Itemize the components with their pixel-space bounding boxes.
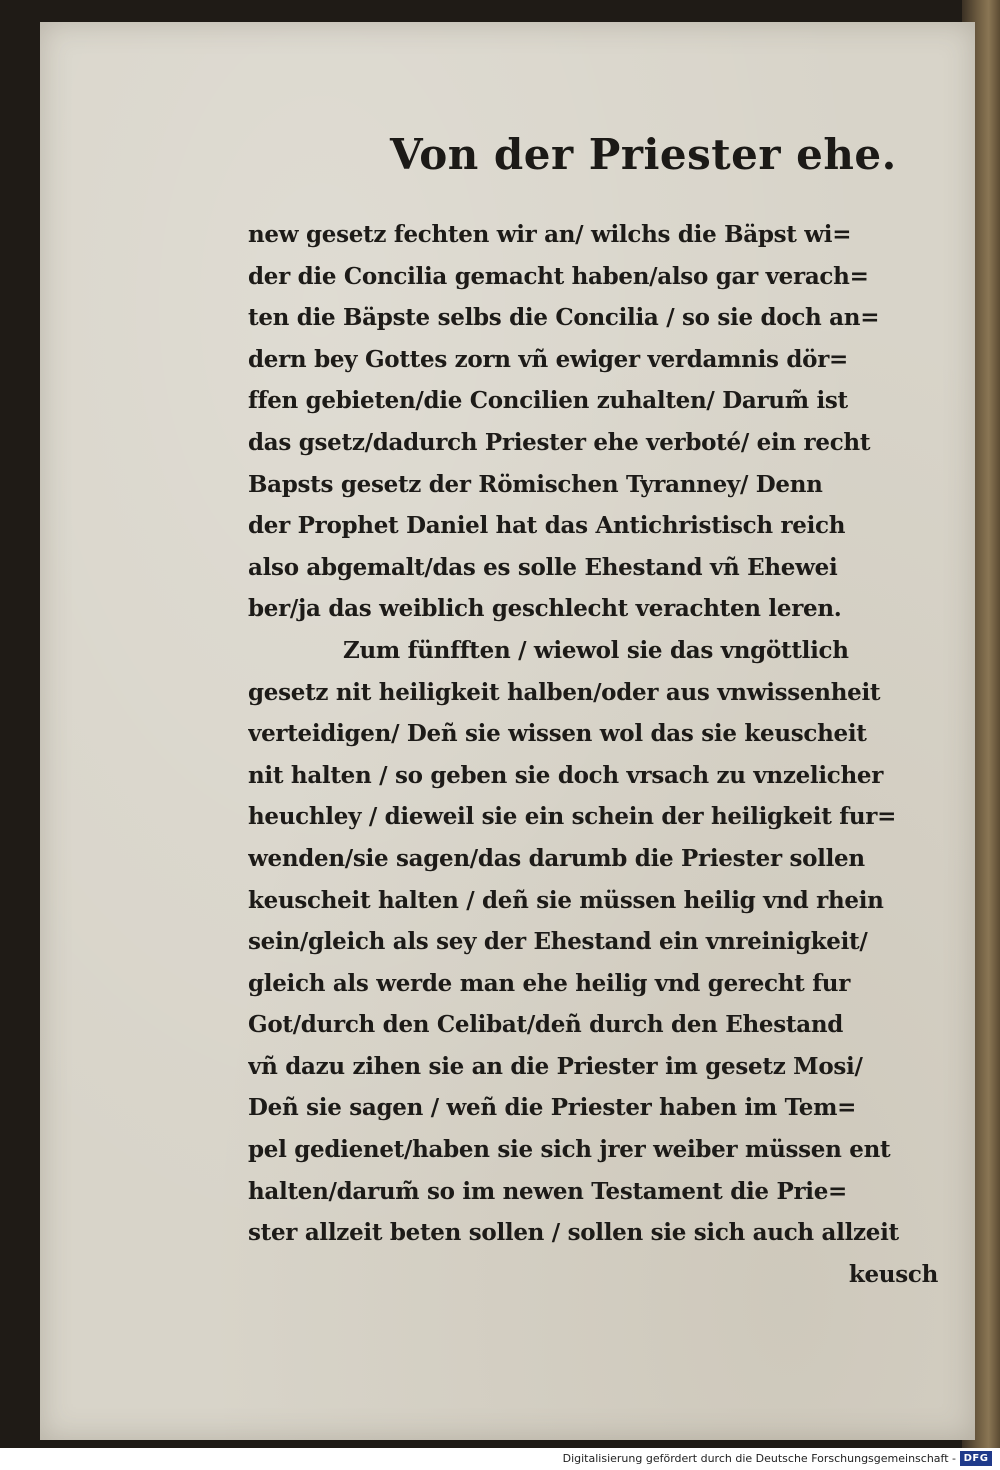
text-line: ber/ja das weiblich geschlecht verachten leren. — [248, 595, 842, 623]
book-page — [40, 22, 975, 1440]
catchword: keusch — [848, 1260, 938, 1288]
text-line: der Prophet Daniel hat das Antichristisch reich — [248, 512, 846, 540]
text-line: vñ dazu zihen sie an die Priester im gesetz Mosi/ — [248, 1052, 863, 1080]
text-line: ffen gebieten/die Concilien zuhalten/ Darum̃ ist — [248, 387, 848, 415]
text-line: sein/gleich als sey der Ehestand ein vnreinigkeit/ — [248, 928, 868, 956]
text-line: ster allzeit beten sollen / sollen sie sich auch allzeit — [248, 1219, 899, 1247]
text-line: also abgemalt/das es solle Ehestand vñ Ehewei — [248, 553, 838, 581]
text-line: keuscheit halten / deñ sie müssen heilig vnd rhein — [248, 886, 884, 914]
body-text-block — [248, 214, 938, 1295]
text-line: new gesetz fechten wir an/ wilchs die Bäpst wi= — [248, 221, 852, 248]
text-line: ten die Bäpste selbs die Concilia / so sie doch an= — [248, 304, 880, 332]
dfg-logo-icon: DFG — [960, 1451, 992, 1466]
text-line: heuchley / dieweil sie ein schein der heiligkeit fur= — [248, 803, 897, 831]
text-line: Bapsts gesetz der Römischen Tyranney/ Denn — [248, 470, 823, 498]
text-line: der die Concilia gemacht haben/also gar verach= — [248, 262, 869, 290]
text-line: gleich als werde man ehe heilig vnd gerecht fur — [248, 969, 851, 997]
text-line: halten/darum̃ so im newen Testament die Prie= — [248, 1177, 848, 1205]
text-line: dern bey Gottes zorn vñ ewiger verdamnis dör= — [248, 345, 848, 373]
page-heading: Von der Priester ehe. — [390, 130, 897, 179]
text-line: wenden/sie sagen/das darumb die Priester sollen — [248, 844, 865, 872]
text-line: gesetz nit heiligkeit halben/oder aus vnwissenheit — [248, 678, 881, 706]
text-line: verteidigen/ Deñ sie wissen wol das sie keuscheit — [248, 720, 867, 748]
text-line: das gsetz/dadurch Priester ehe verboté/ ein recht — [248, 428, 871, 456]
text-line: Zum fünfften / wiewol sie das vngöttlich — [343, 636, 849, 664]
footer-credit: Digitalisierung gefördert durch die Deutsche Forschungsgemeinschaft - — [562, 1452, 956, 1465]
text-line: Deñ sie sagen / weñ die Priester haben im Tem= — [248, 1094, 857, 1122]
text-line: Got/durch den Celibat/deñ durch den Ehestand — [248, 1011, 844, 1039]
text-line: pel gedienet/haben sie sich jrer weiber müssen ent — [248, 1136, 891, 1164]
text-line: nit halten / so geben sie doch vrsach zu vnzelicher — [248, 761, 884, 789]
